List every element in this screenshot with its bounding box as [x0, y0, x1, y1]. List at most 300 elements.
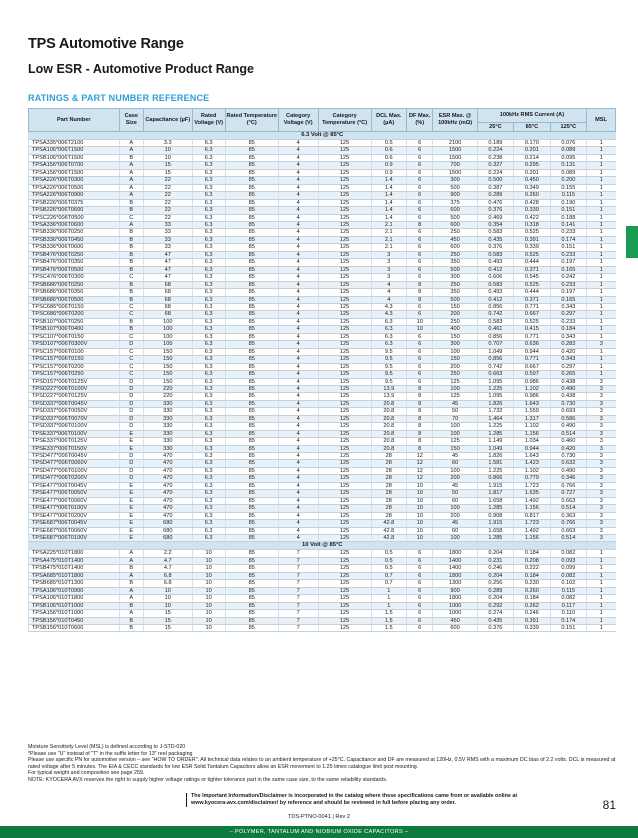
- rated-temperature-cell: 85: [225, 244, 278, 251]
- capacitance-cell: 47: [143, 266, 192, 273]
- rms-25c-cell: 0.189: [477, 140, 513, 147]
- rated-voltage-cell: 6.3: [192, 341, 225, 348]
- rated-temperature-cell: 85: [225, 356, 278, 363]
- rms-125c-cell: 0.174: [550, 236, 586, 243]
- case-size-cell: B: [119, 617, 143, 624]
- rms-25c-cell: 0.376: [477, 207, 513, 214]
- rated-voltage-cell: 6.3: [192, 229, 225, 236]
- category-temperature-cell: 125: [318, 207, 371, 214]
- msl-cell: 1: [587, 221, 616, 228]
- table-row: [29, 341, 616, 348]
- rms-85c-cell: 0.771: [514, 303, 550, 310]
- header-msl: MSL: [587, 109, 616, 132]
- rms-125c-cell: 0.766: [550, 482, 586, 489]
- disclaimer-text: The Important Information/Disclaimer is incorporated in the catalog where these specifications came from or available online at www.kyocera-avx.com/disclaimer/ by reference and should be reviewed in full before placing any order.: [186, 793, 521, 807]
- part-number-cell: TPSB156*010T0600: [29, 625, 120, 632]
- rated-voltage-cell: 6.3: [192, 192, 225, 199]
- voltage-group-row: [29, 132, 616, 140]
- capacitance-cell: 470: [143, 505, 192, 512]
- table-row: [29, 281, 616, 288]
- rms-125c-cell: 0.346: [550, 475, 586, 482]
- capacitance-cell: 100: [143, 326, 192, 333]
- part-number-cell: TPSD477*006T0100V: [29, 467, 120, 474]
- ratings-table: [28, 108, 616, 632]
- category-voltage-cell: 7: [278, 617, 318, 624]
- category-temperature-cell: 125: [318, 147, 371, 154]
- msl-cell: 1: [587, 274, 616, 281]
- capacitance-cell: 33: [143, 236, 192, 243]
- df-cell: 10: [406, 512, 433, 519]
- rated-voltage-cell: 6.3: [192, 535, 225, 542]
- rms-125c-cell: 0.197: [550, 289, 586, 296]
- rms-25c-cell: 1.225: [477, 467, 513, 474]
- df-cell: 6: [406, 572, 433, 579]
- table-row: [29, 378, 616, 385]
- capacitance-cell: 470: [143, 490, 192, 497]
- msl-cell: 1: [587, 169, 616, 176]
- rms-125c-cell: 0.131: [550, 162, 586, 169]
- capacitance-cell: 470: [143, 460, 192, 467]
- df-cell: 12: [406, 460, 433, 467]
- rms-85c-cell: 0.371: [514, 296, 550, 303]
- footnote: Moisture Sensitivity Level (MSL) is defined according to J-STD-020: [28, 744, 186, 750]
- part-number-cell: TPSD227*006T0100V: [29, 385, 120, 392]
- rms-125c-cell: 0.099: [550, 565, 586, 572]
- category-voltage-cell: 4: [278, 497, 318, 504]
- esr-cell: 150: [433, 303, 477, 310]
- table-row: [29, 177, 616, 184]
- capacitance-cell: 4.7: [143, 557, 192, 564]
- rms-25c-cell: 0.327: [477, 162, 513, 169]
- dcl-cell: 1.4: [371, 199, 406, 206]
- msl-cell: 1: [587, 177, 616, 184]
- footnote: Please use specific PN for automotive version – see "HOW TO ORDER". All technical data relates to an ambient temperature of +25°C. Capacitance and DF are measured at 120Hz, 0.5V RMS with a maximum DC bias of 2.2 volts. DCL is measured at rated voltage after 5 minutes. The EIA & CECC standards for low ESR Solid Tantalum Capacitors allow an ESR movement to 1.25 times catalogue limit post mounting.: [28, 757, 616, 770]
- msl-cell: 3: [587, 527, 616, 534]
- capacitance-cell: 10: [143, 147, 192, 154]
- rated-temperature-cell: 85: [225, 333, 278, 340]
- capacitance-cell: 150: [143, 348, 192, 355]
- category-temperature-cell: 125: [318, 520, 371, 527]
- rms-125c-cell: 0.420: [550, 445, 586, 452]
- dcl-cell: 20.8: [371, 423, 406, 430]
- rms-125c-cell: 0.093: [550, 557, 586, 564]
- esr-cell: 500: [433, 296, 477, 303]
- rms-125c-cell: 0.265: [550, 371, 586, 378]
- rated-voltage-cell: 6.3: [192, 236, 225, 243]
- rms-85c-cell: 1.492: [514, 497, 550, 504]
- capacitance-cell: 220: [143, 393, 192, 400]
- rated-voltage-cell: 6.3: [192, 467, 225, 474]
- part-number-cell: TPSD477*006T0060V: [29, 460, 120, 467]
- esr-cell: 45: [433, 520, 477, 527]
- msl-cell: 1: [587, 348, 616, 355]
- case-size-cell: D: [119, 393, 143, 400]
- rated-voltage-cell: 6.3: [192, 251, 225, 258]
- rms-125c-cell: 0.082: [550, 595, 586, 602]
- rms-125c-cell: 0.233: [550, 251, 586, 258]
- rated-voltage-cell: 6.3: [192, 453, 225, 460]
- table-row: [29, 467, 616, 474]
- case-size-cell: A: [119, 147, 143, 154]
- rms-25c-cell: 0.204: [477, 550, 513, 557]
- esr-cell: 150: [433, 445, 477, 452]
- esr-cell: 70: [433, 415, 477, 422]
- dcl-cell: 1: [371, 595, 406, 602]
- rated-voltage-cell: 6.3: [192, 408, 225, 415]
- part-number-cell: TPSA226*006T0500: [29, 184, 120, 191]
- category-temperature-cell: 125: [318, 326, 371, 333]
- dcl-cell: 4.3: [371, 303, 406, 310]
- category-voltage-cell: 4: [278, 356, 318, 363]
- case-size-cell: D: [119, 460, 143, 467]
- part-number-cell: TPSB686*006T0350: [29, 289, 120, 296]
- rated-temperature-cell: 85: [225, 438, 278, 445]
- df-cell: 6: [406, 236, 433, 243]
- category-voltage-cell: 4: [278, 236, 318, 243]
- document-number: TDS-PTNO-0041 | Rev 2: [287, 814, 351, 820]
- page-number: 81: [602, 798, 616, 812]
- case-size-cell: E: [119, 490, 143, 497]
- esr-cell: 900: [433, 192, 477, 199]
- rms-85c-cell: 0.545: [514, 274, 550, 281]
- rms-25c-cell: 0.289: [477, 587, 513, 594]
- category-temperature-cell: 125: [318, 214, 371, 221]
- category-voltage-cell: 4: [278, 527, 318, 534]
- case-size-cell: E: [119, 445, 143, 452]
- table-row: [29, 453, 616, 460]
- category-temperature-cell: 125: [318, 259, 371, 266]
- rated-temperature-cell: 85: [225, 460, 278, 467]
- rms-25c-cell: 0.583: [477, 251, 513, 258]
- msl-cell: 1: [587, 281, 616, 288]
- df-cell: 6: [406, 147, 433, 154]
- msl-cell: 1: [587, 259, 616, 266]
- case-size-cell: E: [119, 535, 143, 542]
- case-size-cell: C: [119, 363, 143, 370]
- category-temperature-cell: 125: [318, 221, 371, 228]
- esr-cell: 900: [433, 587, 477, 594]
- case-size-cell: B: [119, 602, 143, 609]
- table-row: [29, 520, 616, 527]
- table-row: [29, 140, 616, 147]
- category-temperature-cell: 125: [318, 281, 371, 288]
- dcl-cell: 0.6: [371, 147, 406, 154]
- part-number-cell: TPSE687*006T0060V: [29, 527, 120, 534]
- table-row: [29, 162, 616, 169]
- category-voltage-cell: 4: [278, 445, 318, 452]
- part-number-cell: TPSA106*006T1500: [29, 147, 120, 154]
- table-row: [29, 512, 616, 519]
- category-temperature-cell: 125: [318, 445, 371, 452]
- msl-cell: 1: [587, 595, 616, 602]
- msl-cell: 3: [587, 378, 616, 385]
- capacitance-cell: 22: [143, 177, 192, 184]
- case-size-cell: D: [119, 423, 143, 430]
- category-temperature-cell: 125: [318, 550, 371, 557]
- rated-voltage-cell: 6.3: [192, 154, 225, 161]
- esr-cell: 150: [433, 356, 477, 363]
- category-voltage-cell: 4: [278, 430, 318, 437]
- part-number-cell: TPSA336*006T0600: [29, 221, 120, 228]
- dcl-cell: 4: [371, 296, 406, 303]
- table-row: [29, 438, 616, 445]
- dcl-cell: 1.4: [371, 192, 406, 199]
- header-dcl: DCL Max. (µA): [371, 109, 406, 132]
- part-number-cell: TPSA156*006T0700: [29, 162, 120, 169]
- rms-125c-cell: 0.155: [550, 184, 586, 191]
- rms-25c-cell: 0.224: [477, 169, 513, 176]
- rated-temperature-cell: 85: [225, 535, 278, 542]
- case-size-cell: A: [119, 557, 143, 564]
- msl-cell: 1: [587, 333, 616, 340]
- part-number-cell: TPSB475*010T1400: [29, 565, 120, 572]
- msl-cell: 1: [587, 303, 616, 310]
- df-cell: 10: [406, 527, 433, 534]
- case-size-cell: A: [119, 550, 143, 557]
- case-size-cell: D: [119, 453, 143, 460]
- rms-85c-cell: 1.156: [514, 430, 550, 437]
- msl-cell: 1: [587, 251, 616, 258]
- rms-25c-cell: 1.915: [477, 520, 513, 527]
- rated-temperature-cell: 85: [225, 490, 278, 497]
- rated-voltage-cell: 6.3: [192, 378, 225, 385]
- footnote: *Please use "U" instead of "T" in the suffix letter for 13" reel packaging: [28, 750, 193, 757]
- category-voltage-cell: 4: [278, 199, 318, 206]
- category-temperature-cell: 125: [318, 430, 371, 437]
- rated-temperature-cell: 85: [225, 625, 278, 632]
- header-capacitance: Capacitance (µF): [143, 109, 192, 132]
- part-number-cell: TPSE477*006T0100V: [29, 505, 120, 512]
- category-voltage-cell: 4: [278, 169, 318, 176]
- category-temperature-cell: 125: [318, 341, 371, 348]
- rms-85c-cell: 0.295: [514, 162, 550, 169]
- rated-temperature-cell: 85: [225, 445, 278, 452]
- capacitance-cell: 10: [143, 595, 192, 602]
- capacitance-cell: 680: [143, 520, 192, 527]
- df-cell: 8: [406, 281, 433, 288]
- dcl-cell: 3: [371, 259, 406, 266]
- part-number-cell: TPSD337*006T0045V: [29, 400, 120, 407]
- dcl-cell: 6.3: [371, 341, 406, 348]
- rms-125c-cell: 0.727: [550, 490, 586, 497]
- rms-25c-cell: 0.387: [477, 184, 513, 191]
- table-row: [29, 356, 616, 363]
- capacitance-cell: 10: [143, 154, 192, 161]
- rated-temperature-cell: 85: [225, 467, 278, 474]
- rated-temperature-cell: 85: [225, 184, 278, 191]
- df-cell: 6: [406, 363, 433, 370]
- msl-cell: 1: [587, 318, 616, 325]
- category-temperature-cell: 125: [318, 385, 371, 392]
- rated-voltage-cell: 6.3: [192, 281, 225, 288]
- rms-85c-cell: 1.423: [514, 460, 550, 467]
- dcl-cell: 2.1: [371, 244, 406, 251]
- table-row: [29, 423, 616, 430]
- part-number-cell: TPSD337*006T0050V: [29, 408, 120, 415]
- rms-125c-cell: 0.663: [550, 527, 586, 534]
- dcl-cell: 20.8: [371, 438, 406, 445]
- rms-85c-cell: 0.422: [514, 214, 550, 221]
- rms-25c-cell: 0.246: [477, 565, 513, 572]
- dcl-cell: 0.7: [371, 580, 406, 587]
- capacitance-cell: 150: [143, 356, 192, 363]
- rms-85c-cell: 0.779: [514, 475, 550, 482]
- category-temperature-cell: 125: [318, 318, 371, 325]
- rated-temperature-cell: 85: [225, 229, 278, 236]
- rated-temperature-cell: 85: [225, 550, 278, 557]
- df-cell: 6: [406, 587, 433, 594]
- dcl-cell: 1.5: [371, 610, 406, 617]
- part-number-cell: TPSE477*006T0200V: [29, 512, 120, 519]
- rms-85c-cell: 1.492: [514, 527, 550, 534]
- df-cell: 10: [406, 497, 433, 504]
- df-cell: 6: [406, 565, 433, 572]
- category-voltage-cell: 4: [278, 318, 318, 325]
- rms-85c-cell: 0.636: [514, 341, 550, 348]
- msl-cell: 1: [587, 266, 616, 273]
- rated-temperature-cell: 85: [225, 475, 278, 482]
- rated-voltage-cell: 6.3: [192, 244, 225, 251]
- rms-25c-cell: 0.866: [477, 475, 513, 482]
- part-number-cell: TPSC686*006T0200: [29, 311, 120, 318]
- rms-25c-cell: 0.500: [477, 177, 513, 184]
- rated-voltage-cell: 10: [192, 557, 225, 564]
- df-cell: 6: [406, 154, 433, 161]
- table-row: [29, 602, 616, 609]
- rms-125c-cell: 0.490: [550, 423, 586, 430]
- category-temperature-cell: 125: [318, 184, 371, 191]
- esr-cell: 200: [433, 363, 477, 370]
- rated-voltage-cell: 6.3: [192, 296, 225, 303]
- capacitance-cell: 4.7: [143, 565, 192, 572]
- df-cell: 8: [406, 400, 433, 407]
- esr-cell: 250: [433, 281, 477, 288]
- rms-25c-cell: 0.204: [477, 572, 513, 579]
- table-row: [29, 385, 616, 392]
- capacitance-cell: 470: [143, 467, 192, 474]
- rated-voltage-cell: 6.3: [192, 289, 225, 296]
- category-voltage-cell: 7: [278, 565, 318, 572]
- capacitance-cell: 15: [143, 625, 192, 632]
- rms-85c-cell: 0.597: [514, 371, 550, 378]
- dcl-cell: 4.3: [371, 311, 406, 318]
- esr-cell: 200: [433, 512, 477, 519]
- msl-cell: 1: [587, 363, 616, 370]
- df-cell: 6: [406, 229, 433, 236]
- rms-25c-cell: 1.225: [477, 423, 513, 430]
- esr-cell: 1400: [433, 565, 477, 572]
- dcl-cell: 1: [371, 602, 406, 609]
- rated-voltage-cell: 6.3: [192, 400, 225, 407]
- category-voltage-cell: 4: [278, 378, 318, 385]
- esr-cell: 250: [433, 229, 477, 236]
- category-voltage-cell: 4: [278, 303, 318, 310]
- part-number-cell: TPSA226*006T0900: [29, 192, 120, 199]
- df-cell: 8: [406, 296, 433, 303]
- capacitance-cell: 330: [143, 400, 192, 407]
- category-voltage-cell: 4: [278, 154, 318, 161]
- category-temperature-cell: 125: [318, 154, 371, 161]
- table-row: [29, 527, 616, 534]
- msl-cell: 3: [587, 415, 616, 422]
- msl-cell: 3: [587, 445, 616, 452]
- rated-voltage-cell: 6.3: [192, 520, 225, 527]
- msl-cell: 3: [587, 475, 616, 482]
- rms-85c-cell: 0.201: [514, 169, 550, 176]
- rms-85c-cell: 0.201: [514, 147, 550, 154]
- rms-85c-cell: 0.391: [514, 236, 550, 243]
- df-cell: 6: [406, 356, 433, 363]
- category-temperature-cell: 125: [318, 371, 371, 378]
- capacitance-cell: 220: [143, 385, 192, 392]
- df-cell: 6: [406, 341, 433, 348]
- table-row: [29, 595, 616, 602]
- rated-temperature-cell: 85: [225, 617, 278, 624]
- rms-125c-cell: 0.082: [550, 550, 586, 557]
- part-number-cell: TPSB107*006T0400: [29, 326, 120, 333]
- table-row: [29, 415, 616, 422]
- category-temperature-cell: 125: [318, 177, 371, 184]
- rms-25c-cell: 1.049: [477, 445, 513, 452]
- capacitance-cell: 330: [143, 423, 192, 430]
- rms-25c-cell: 0.856: [477, 303, 513, 310]
- rms-85c-cell: 0.771: [514, 333, 550, 340]
- esr-cell: 700: [433, 162, 477, 169]
- esr-cell: 1800: [433, 550, 477, 557]
- case-size-cell: B: [119, 266, 143, 273]
- case-size-cell: B: [119, 565, 143, 572]
- category-voltage-cell: 4: [278, 475, 318, 482]
- df-cell: 6: [406, 266, 433, 273]
- category-temperature-cell: 125: [318, 572, 371, 579]
- table-row: [29, 565, 616, 572]
- df-cell: 12: [406, 475, 433, 482]
- header-rated-temperature: Rated Temperature (°C): [225, 109, 278, 132]
- category-voltage-cell: 4: [278, 281, 318, 288]
- rms-85c-cell: 0.184: [514, 572, 550, 579]
- esr-cell: 45: [433, 482, 477, 489]
- case-size-cell: E: [119, 520, 143, 527]
- rms-25c-cell: 1.285: [477, 430, 513, 437]
- capacitance-cell: 330: [143, 438, 192, 445]
- df-cell: 10: [406, 482, 433, 489]
- rated-temperature-cell: 85: [225, 415, 278, 422]
- part-number-cell: TPSC157*006T0150: [29, 356, 120, 363]
- rated-voltage-cell: 10: [192, 580, 225, 587]
- part-number-cell: TPSB476*006T0250: [29, 251, 120, 258]
- esr-cell: 1800: [433, 595, 477, 602]
- dcl-cell: 0.9: [371, 162, 406, 169]
- table-row: [29, 229, 616, 236]
- table-row: [29, 535, 616, 542]
- df-cell: 10: [406, 505, 433, 512]
- dcl-cell: 28: [371, 482, 406, 489]
- rms-25c-cell: 0.469: [477, 214, 513, 221]
- rms-25c-cell: 1.732: [477, 408, 513, 415]
- rated-voltage-cell: 10: [192, 565, 225, 572]
- df-cell: 8: [406, 408, 433, 415]
- category-temperature-cell: 125: [318, 453, 371, 460]
- table-row: [29, 505, 616, 512]
- rms-85c-cell: 0.339: [514, 244, 550, 251]
- msl-cell: 1: [587, 229, 616, 236]
- rated-voltage-cell: 6.3: [192, 438, 225, 445]
- rms-85c-cell: 0.771: [514, 356, 550, 363]
- category-temperature-cell: 125: [318, 565, 371, 572]
- dcl-cell: 28: [371, 505, 406, 512]
- esr-cell: 125: [433, 378, 477, 385]
- dcl-cell: 2.1: [371, 221, 406, 228]
